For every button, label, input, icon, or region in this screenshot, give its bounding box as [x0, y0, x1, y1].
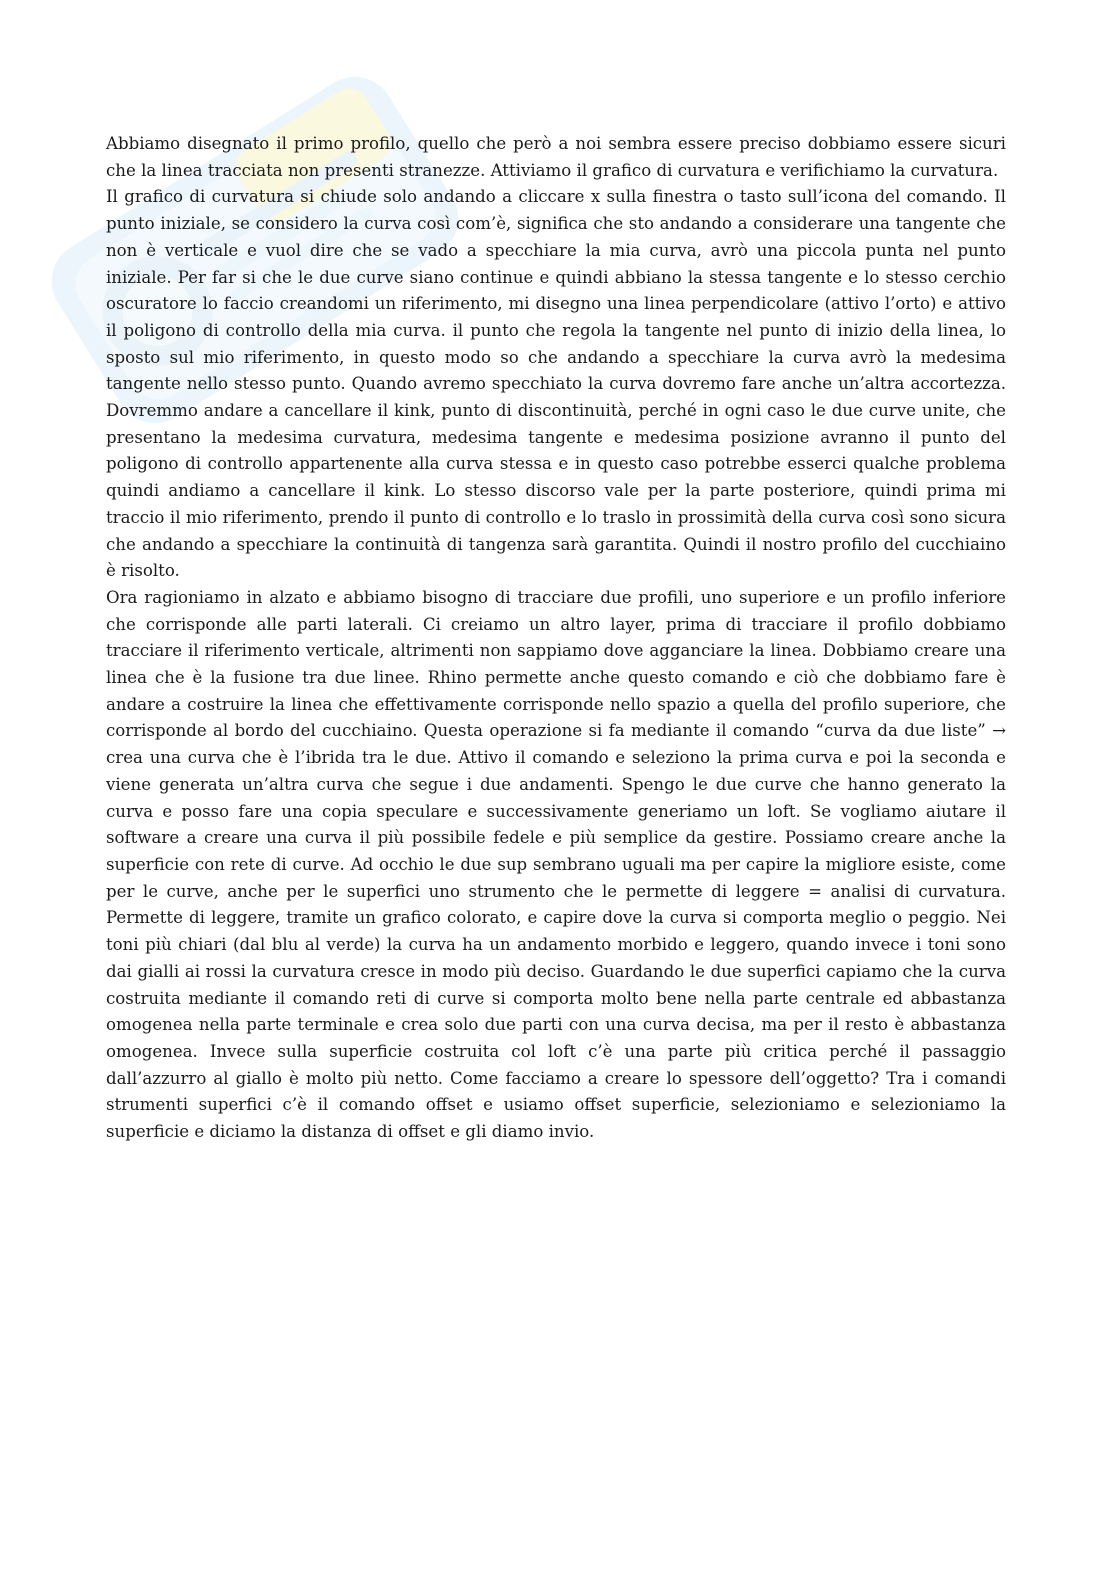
paragraph: Abbiamo disegnato il primo profilo, quello che però a noi sembra essere preciso dobbiamo essere sicuri che la linea tracciata non presenti stranezze. Attiviamo il grafico di curvatura e verifichiamo la curvatura. — [106, 134, 1006, 180]
paragraph: Ora ragioniamo in alzato e abbiamo bisogno di tracciare due profili, uno superiore e un profilo inferiore che corrisponde alle parti laterali. Ci creiamo un altro layer, prima di tracciare il profilo dobbiamo tracciare il riferimento verticale, altrimenti non sappiamo dove agganciare la linea. Dobbiamo creare una linea che è la fusione tra due linee. Rhino permette anche questo comando e ciò che dobbiamo fare è andare a costruire la linea che effettivamente corrisponde nello spazio a quella del profilo superiore, che corrisponde al bordo del cucchiaino. Questa operazione si fa mediante il comando “curva da due liste” → crea una curva che è l’ibrida tra le due. Attivo il comando e seleziono la prima curva e poi la seconda e viene generata un’altra curva che segue i due andamenti. Spengo le due curve che hanno generato la curva e posso fare una copia speculare e successivamente generiamo un loft. Se vogliamo aiutare il software a creare una curva il più possibile fedele e più semplice da gestire. Possiamo creare anche la superficie con rete di curve. Ad occhio le due sup sembrano uguali ma per capire la migliore esiste, come per le curve, anche per le superfici uno strumento che le permette di leggere = analisi di curvatura. Permette di leggere, tramite un grafico colorato, e capire dove la curva si comporta meglio o peggio. Nei toni più chiari (dal blu al verde) la curva ha un andamento morbido e leggero, quando invece i toni sono dai gialli ai rossi la curvatura cresce in modo più deciso. Guardando le due superfici capiamo che la curva costruita mediante il comando reti di curve si comporta molto bene nella parte centrale ed abbastanza omogenea nella parte terminale e crea solo due parti con una curva decisa, ma per il resto è abbastanza omogenea. Invece sulla superficie costruita col loft c’è una parte più critica perché il passaggio dall’azzurro al giallo è molto più netto. Come facciamo a creare lo spessore dell’oggetto? Tra i comandi strumenti superfici c’è il comando offset e usiamo offset superficie, selezioniamo e selezioniamo la superficie e diciamo la distanza di offset e gli diamo invio. — [106, 587, 1006, 1142]
document-body — [106, 131, 1006, 1146]
paragraph: Il grafico di curvatura si chiude solo andando a cliccare x sulla finestra o tasto sull’icona del comando. Il punto iniziale, se considero la curva così com’è, significa che sto andando a considerare una tangente che non è verticale e vuol dire che se vado a specchiare la mia curva, avrò una piccola punta nel punto iniziale. Per far si che le due curve siano continue e quindi abbiano la stessa tangente e lo stesso cerchio oscuratore lo faccio creandomi un riferimento, mi disegno una linea perpendicolare (attivo l’orto) e attivo il poligono di controllo della mia curva. il punto che regola la tangente nel punto di inizio della linea, lo sposto sul mio riferimento, in questo modo so che andando a specchiare la curva avrò la medesima tangente nello stesso punto. Quando avremo specchiato la curva dovremo fare anche un’altra accortezza. Dovremmo andare a cancellare il kink, punto di discontinuità, perché in ogni caso le due curve unite, che presentano la medesima curvatura, medesima tangente e medesima posizione avranno il punto del poligono di controllo appartenente alla curva stessa e in questo caso potrebbe esserci qualche problema quindi andiamo a cancellare il kink. Lo stesso discorso vale per la parte posteriore, quindi prima mi traccio il mio riferimento, prendo il punto di controllo e lo traslo in prossimità della curva così sono sicura che andando a specchiare la continuità di tangenza sarà garantita. Quindi il nostro profilo del cucchiaino è risolto. — [106, 187, 1006, 581]
